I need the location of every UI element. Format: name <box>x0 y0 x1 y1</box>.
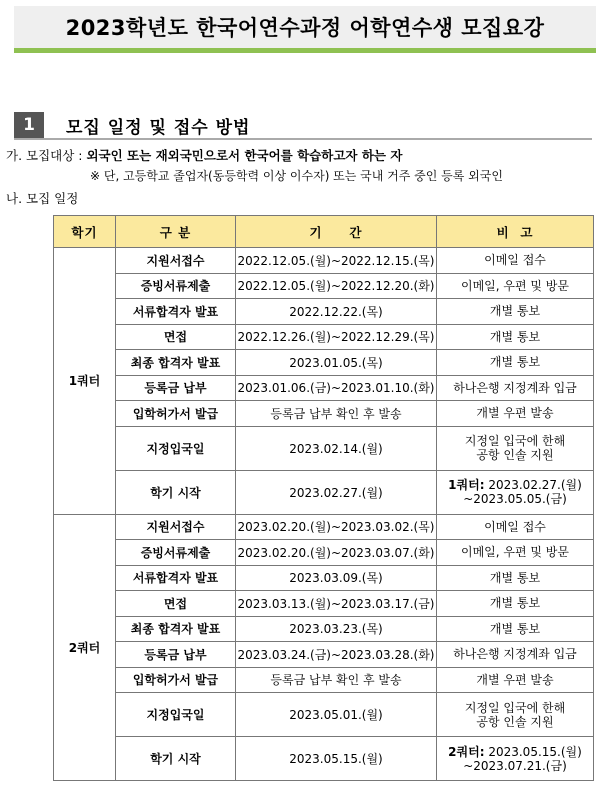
period-cell: 2023.02.27.(월) <box>236 470 437 514</box>
note-text: 이메일, 우편 및 방문 <box>461 278 569 293</box>
period-cell: 2022.12.05.(월)~2022.12.20.(화) <box>236 273 437 299</box>
note-cell <box>437 591 594 617</box>
note-text: 2023.02.27.(월) <box>484 478 582 492</box>
table-row <box>54 616 594 642</box>
category-cell: 서류합격자 발표 <box>116 565 236 591</box>
note-text: 이메일, 우편 및 방문 <box>461 545 569 560</box>
term-label: 1쿼터 <box>54 248 116 515</box>
table-row <box>54 470 594 514</box>
col-header-term: 학기 <box>54 216 116 248</box>
note-line-2: ~2023.07.21.(금) <box>463 758 567 773</box>
note-line <box>437 279 593 293</box>
period-cell: 2023.01.06.(금)~2023.01.10.(화) <box>236 375 437 401</box>
note-cell <box>437 514 594 540</box>
category-cell: 지원서접수 <box>116 248 236 274</box>
category-cell: 면접 <box>116 324 236 350</box>
note-cell <box>437 540 594 566</box>
note-cell <box>437 470 594 514</box>
section-title: 모집 일정 및 접수 방법 <box>66 118 251 138</box>
schedule-heading: 나. 모집 일정 <box>6 191 79 206</box>
note-text: 2023.05.15.(월) <box>484 744 582 759</box>
schedule-table <box>53 215 594 781</box>
table-row <box>54 273 594 299</box>
table-row <box>54 248 594 274</box>
period-cell: 2023.03.09.(목) <box>236 565 437 591</box>
note-line-2: 공항 인솔 지원 <box>476 714 554 729</box>
note-cell <box>437 426 594 470</box>
note-line <box>437 596 593 610</box>
note-line <box>437 381 593 395</box>
note-text: 개별 통보 <box>489 570 541 585</box>
col-header-category: 구 분 <box>116 216 236 248</box>
note-text: 지정일 입국에 한해 <box>464 434 566 448</box>
period-cell: 2023.05.15.(월) <box>236 737 437 781</box>
category-cell: 입학허가서 발급 <box>116 667 236 693</box>
table-row <box>54 299 594 325</box>
note-text: 개별 통보 <box>489 304 541 319</box>
target-line <box>6 146 402 164</box>
category-cell: 등록금 납부 <box>116 642 236 668</box>
table-row <box>54 514 594 540</box>
note-line <box>437 571 593 585</box>
category-cell: 학기 시작 <box>116 737 236 781</box>
note-cell <box>437 273 594 299</box>
table-row <box>54 324 594 350</box>
period-cell: 2023.02.20.(월)~2023.03.07.(화) <box>236 540 437 566</box>
category-cell: 증빙서류제출 <box>116 273 236 299</box>
note-line <box>437 406 593 420</box>
note-text: 이메일 접수 <box>484 519 546 534</box>
period-cell: 2023.01.05.(목) <box>236 350 437 376</box>
note-cell <box>437 737 594 781</box>
note-text: 개별 통보 <box>489 621 541 636</box>
period-cell: 2023.02.14.(월) <box>236 426 437 470</box>
term-label: 2쿼터 <box>54 514 116 781</box>
note-line <box>437 355 593 369</box>
note-cell <box>437 375 594 401</box>
note-cell <box>437 299 594 325</box>
category-cell: 학기 시작 <box>116 470 236 514</box>
category-cell: 지정입국일 <box>116 693 236 737</box>
note-line <box>437 701 593 715</box>
table-header-row <box>54 216 594 248</box>
section-number: 1 <box>14 112 44 138</box>
category-cell: 면접 <box>116 591 236 617</box>
note-cell <box>437 693 594 737</box>
period-cell: 2022.12.22.(목) <box>236 299 437 325</box>
category-cell: 증빙서류제출 <box>116 540 236 566</box>
note-line <box>437 478 593 492</box>
note-text: 개별 우편 발송 <box>476 672 554 687</box>
page-title: 2023학년도 한국어연수과정 어학연수생 모집요강 <box>65 16 545 40</box>
note-term-label: 1쿼터: <box>448 478 485 492</box>
note-cell <box>437 248 594 274</box>
target-prefix: 가. 모집대상 : <box>6 148 87 163</box>
note-line-2: ~2023.05.05.(금) <box>463 492 567 506</box>
col-header-period: 기 간 <box>236 216 437 248</box>
note-cell <box>437 667 594 693</box>
note-text: 하나은행 지정계좌 입금 <box>453 380 577 395</box>
category-cell: 입학허가서 발급 <box>116 401 236 427</box>
category-cell: 지정입국일 <box>116 426 236 470</box>
category-cell: 등록금 납부 <box>116 375 236 401</box>
note-text: 지정일 입국에 한해 <box>464 700 566 715</box>
category-cell: 최종 합격자 발표 <box>116 616 236 642</box>
note-text: 하나은행 지정계좌 입금 <box>453 647 577 662</box>
note-line <box>437 434 593 448</box>
category-cell: 최종 합격자 발표 <box>116 350 236 376</box>
note-line <box>437 745 593 759</box>
table-row <box>54 642 594 668</box>
table-row <box>54 737 594 781</box>
note-line <box>437 545 593 559</box>
period-cell: 2022.12.05.(월)~2022.12.15.(목) <box>236 248 437 274</box>
note-text: 개별 통보 <box>489 355 541 370</box>
period-cell: 2023.03.24.(금)~2023.03.28.(화) <box>236 642 437 668</box>
note-cell <box>437 324 594 350</box>
table-row <box>54 540 594 566</box>
period-cell: 2023.05.01.(월) <box>236 693 437 737</box>
note-line-2: 공항 인솔 지원 <box>476 448 554 462</box>
category-cell: 서류합격자 발표 <box>116 299 236 325</box>
table-row <box>54 375 594 401</box>
note-line <box>437 520 593 534</box>
period-cell: 등록금 납부 확인 후 발송 <box>236 401 437 427</box>
target-text: 외국인 또는 재외국민으로서 한국어를 학습하고자 하는 자 <box>86 148 403 163</box>
table-row <box>54 565 594 591</box>
table-row <box>54 591 594 617</box>
table-row <box>54 426 594 470</box>
note-term-label: 2쿼터: <box>448 744 485 759</box>
note-line <box>437 673 593 687</box>
note-cell <box>437 565 594 591</box>
period-cell: 2023.03.23.(목) <box>236 616 437 642</box>
section-header <box>14 112 592 140</box>
period-cell: 2023.03.13.(월)~2023.03.17.(금) <box>236 591 437 617</box>
note-cell <box>437 401 594 427</box>
note-line <box>437 304 593 318</box>
note-text: 개별 통보 <box>489 329 541 344</box>
table-row <box>54 667 594 693</box>
note-cell <box>437 616 594 642</box>
period-cell: 2023.02.20.(월)~2023.03.02.(목) <box>236 514 437 540</box>
note-text: 개별 우편 발송 <box>476 406 554 421</box>
period-cell: 2022.12.26.(월)~2022.12.29.(목) <box>236 324 437 350</box>
period-cell: 등록금 납부 확인 후 발송 <box>236 667 437 693</box>
table-row <box>54 350 594 376</box>
note-cell <box>437 350 594 376</box>
category-cell: 지원서접수 <box>116 514 236 540</box>
note-line <box>437 330 593 344</box>
note-line <box>437 622 593 636</box>
target-note: ※ 단, 고등학교 졸업자(동등학력 이상 이수자) 또는 국내 거주 중인 등록 외국인 <box>90 169 503 183</box>
note-cell <box>437 642 594 668</box>
note-line <box>437 647 593 661</box>
title-banner <box>14 6 596 53</box>
note-line <box>437 253 593 267</box>
col-header-note: 비 고 <box>437 216 594 248</box>
note-text: 개별 통보 <box>489 596 541 611</box>
note-text: 이메일 접수 <box>484 253 546 268</box>
table-row <box>54 401 594 427</box>
table-row <box>54 693 594 737</box>
